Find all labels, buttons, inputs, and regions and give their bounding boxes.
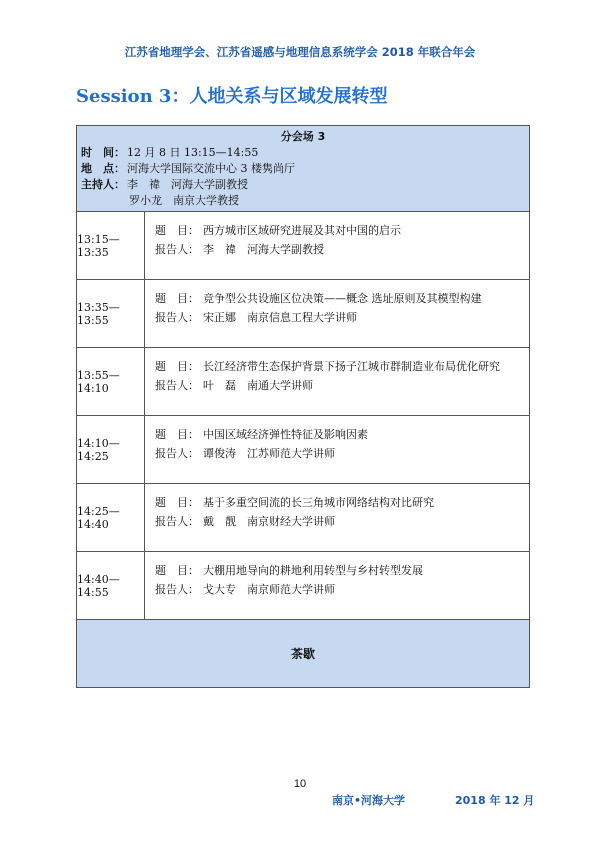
speaker-label: 报告人：	[155, 379, 199, 392]
talk-time: 14:40—14:55	[77, 552, 145, 619]
talk-info	[145, 212, 529, 279]
talk-row	[77, 484, 529, 552]
talk-row	[77, 552, 529, 620]
host-label: 主持人：	[81, 178, 125, 191]
running-header: 江苏省地理学会、江苏省遥感与地理信息系统学会 2018 年联合年会	[124, 45, 476, 59]
sub-venue-title: 分会场 3	[280, 130, 326, 143]
topic-label: 题 目：	[155, 224, 199, 237]
talk-topic: 基于多重空间流的长三角城市网络结构对比研究	[203, 496, 434, 509]
talk-topic: 竞争型公共设施区位决策——概念 选址原则及其模型构建	[203, 292, 482, 305]
talk-time: 14:10—14:25	[77, 416, 145, 483]
talk-speaker: 宋正娜 南京信息工程大学讲师	[203, 311, 357, 324]
speaker-label: 报告人：	[155, 243, 199, 256]
session-info-block	[77, 126, 529, 212]
talk-speaker: 戴 靓 南京财经大学讲师	[203, 515, 335, 528]
topic-label: 题 目：	[155, 564, 199, 577]
session-title: Session 3：人地关系与区域发展转型	[76, 86, 388, 107]
talk-time: 13:15—13:35	[77, 212, 145, 279]
talk-speaker: 谭俊涛 江苏师范大学讲师	[203, 447, 335, 460]
host-1: 李 禕 河海大学副教授	[127, 178, 248, 191]
talk-info	[145, 416, 529, 483]
schedule-table	[76, 125, 530, 688]
talk-topic: 西方城市区域研究进展及其对中国的启示	[203, 224, 401, 237]
speaker-label: 报告人：	[155, 583, 199, 596]
speaker-label: 报告人：	[155, 447, 199, 460]
talk-speaker: 戈大专 南京师范大学讲师	[203, 583, 335, 596]
talk-row	[77, 212, 529, 280]
time-label: 时 间：	[81, 146, 125, 159]
host-2: 罗小龙 南京大学教授	[129, 194, 239, 207]
topic-label: 题 目：	[155, 360, 199, 373]
place-line	[81, 161, 525, 177]
topic-label: 题 目：	[155, 428, 199, 441]
talk-topic: 中国区域经济弹性特征及影响因素	[203, 428, 368, 441]
talk-row	[77, 280, 529, 348]
place-label: 地 点：	[81, 162, 125, 175]
speaker-label: 报告人：	[155, 515, 199, 528]
talk-time: 13:55—14:10	[77, 348, 145, 415]
talk-info	[145, 280, 529, 347]
talk-info	[145, 484, 529, 551]
talk-info	[145, 348, 529, 415]
talk-row	[77, 416, 529, 484]
talk-speaker: 叶 磊 南通大学讲师	[203, 379, 313, 392]
talk-time: 14:25—14:40	[77, 484, 145, 551]
page-number: 10	[293, 778, 307, 790]
talk-topic: 大棚用地导向的耕地利用转型与乡村转型发展	[203, 564, 423, 577]
topic-label: 题 目：	[155, 292, 199, 305]
host-line-2	[81, 193, 525, 209]
speaker-label: 报告人：	[155, 311, 199, 324]
topic-label: 题 目：	[155, 496, 199, 509]
time-line	[81, 145, 525, 161]
footer-venue: 南京•河海大学	[332, 794, 406, 807]
time-value: 12 月 8 日 13:15—14:55	[127, 146, 259, 159]
talk-info	[145, 552, 529, 619]
talk-time: 13:35—13:55	[77, 280, 145, 347]
talk-speaker: 李 禕 河海大学副教授	[203, 243, 324, 256]
footer-date: 2018 年 12 月	[455, 794, 535, 807]
talk-row	[77, 348, 529, 416]
tea-break-row: 茶歇	[77, 620, 529, 687]
host-line	[81, 177, 525, 193]
talk-topic: 长江经济带生态保护背景下扬子江城市群制造业布局优化研究	[203, 360, 500, 373]
place-value: 河海大学国际交流中心 3 楼隽尚厅	[127, 162, 295, 175]
